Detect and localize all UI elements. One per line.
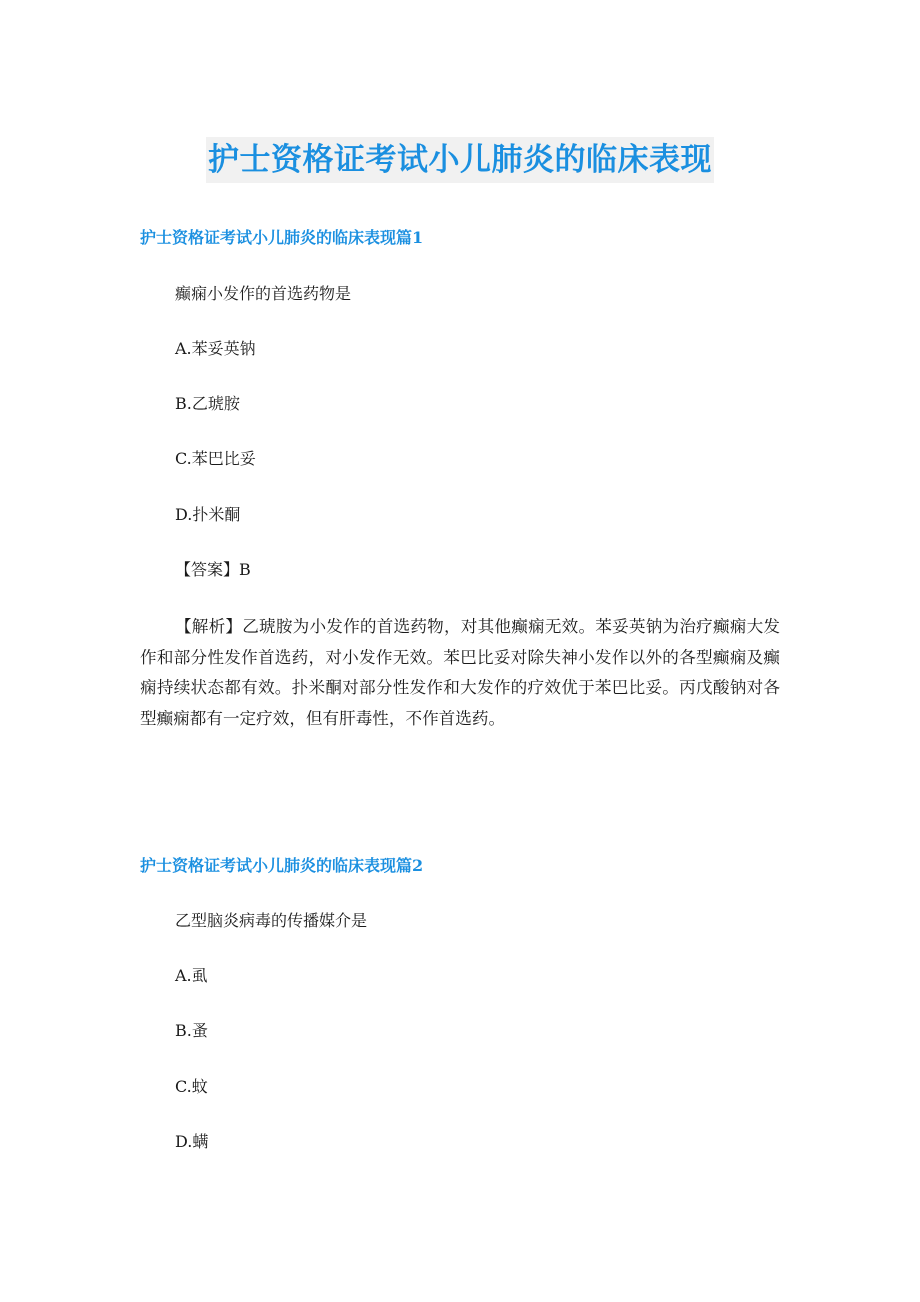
section-heading-1: 护士资格证考试小儿肺炎的临床表现篇1 [140,228,424,247]
question-1-option-d: D.扑米酮 [175,505,241,524]
question-2-option-a: A.虱 [175,966,208,985]
question-1-answer: 【答案】B [175,560,251,579]
section-heading-2: 护士资格证考试小儿肺炎的临床表现篇2 [140,856,424,875]
document-title-text: 护士资格证考试小儿肺炎的临床表现 [206,137,714,183]
question-1-option-b: B.乙琥胺 [175,394,240,413]
question-1-option-c: C.苯巴比妥 [175,449,256,468]
question-2-option-c: C.蚊 [175,1077,208,1096]
question-1-option-a: A.苯妥英钠 [175,339,256,358]
question-2-option-b: B.蚤 [175,1021,208,1040]
question-1-analysis: 【解析】乙琥胺为小发作的首选药物，对其他癫痫无效。苯妥英钠为治疗癫痫大发作和部分性发作首选药，对小发作无效。苯巴比妥对除失神小发作以外的各型癫痫及癫痫持续状态都有效。扑米酮对部分性发作和大发作的疗效优于苯巴比妥。丙戊酸钠对各型癫痫都有一定疗效，但有肝毒性，不作首选药。 [140,617,780,728]
document-title [0,136,920,182]
question-2-option-d: D.螨 [175,1132,209,1151]
question-2: 乙型脑炎病毒的传播媒介是 [175,911,368,930]
question-1: 癫痫小发作的首选药物是 [175,284,352,303]
